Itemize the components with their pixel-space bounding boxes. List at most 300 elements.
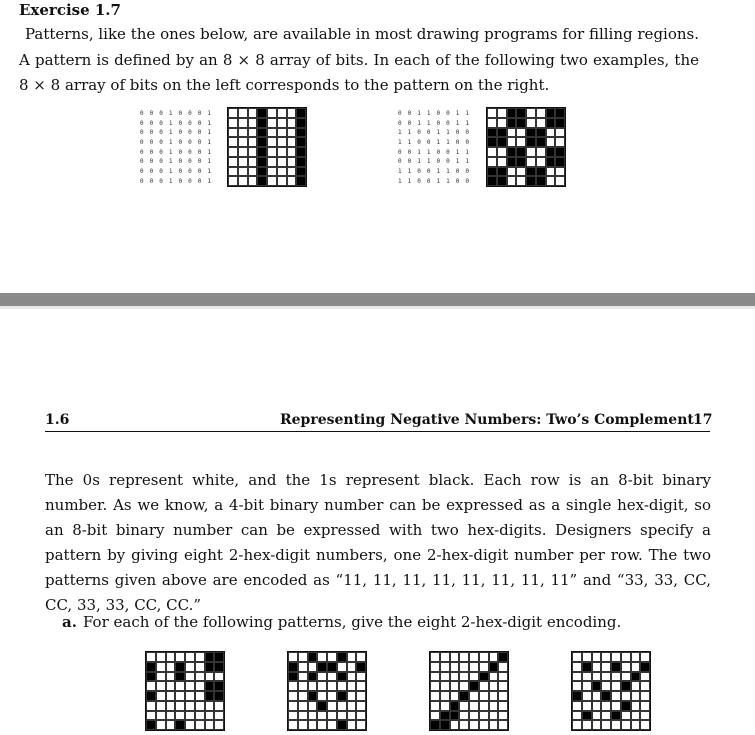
pattern-cell — [195, 701, 205, 711]
pattern-cell — [546, 128, 556, 138]
pattern-cell — [205, 662, 215, 672]
pattern-cell — [288, 662, 298, 672]
pattern-cell — [248, 147, 258, 157]
pattern-cell — [592, 711, 602, 721]
pattern-cell — [205, 652, 215, 662]
pattern-cell — [536, 176, 546, 186]
pattern-cell — [469, 662, 479, 672]
bit-row: 0 0 1 1 0 0 1 1 — [398, 158, 471, 166]
pattern-cell — [308, 672, 318, 682]
pattern-cell — [257, 167, 267, 177]
pattern-cell — [214, 720, 224, 730]
pattern-cell — [631, 701, 641, 711]
pattern-cell — [296, 167, 306, 177]
pattern-cell — [582, 662, 592, 672]
pattern-cell — [327, 720, 337, 730]
pattern-cell — [555, 118, 565, 128]
pattern-cell — [195, 681, 205, 691]
pattern-cell — [479, 681, 489, 691]
pattern-cell — [298, 701, 308, 711]
part-a — [62, 611, 621, 633]
pattern-cell — [267, 147, 277, 157]
pattern-cell — [640, 701, 650, 711]
pattern-cell — [450, 681, 460, 691]
pattern-cell — [166, 701, 176, 711]
pattern-cell — [156, 681, 166, 691]
pattern-cell — [195, 652, 205, 662]
pattern-cell — [156, 652, 166, 662]
pattern-cell — [459, 652, 469, 662]
exercise-pattern-4 — [571, 651, 651, 731]
pattern-cell — [296, 157, 306, 167]
pattern-cell — [248, 176, 258, 186]
pattern-cell — [516, 118, 526, 128]
pattern-cell — [516, 167, 526, 177]
pattern-cell — [526, 167, 536, 177]
pattern-cell — [489, 711, 499, 721]
exercise-intro — [19, 22, 699, 99]
pattern-cell — [601, 652, 611, 662]
pattern-cell — [175, 720, 185, 730]
pattern-cell — [296, 128, 306, 138]
pattern-cell — [214, 681, 224, 691]
bit-row: 0 0 0 1 0 0 0 1 — [140, 148, 213, 156]
pattern-cell — [621, 652, 631, 662]
pattern-cell — [507, 147, 517, 157]
pattern-cell — [631, 711, 641, 721]
header-rule — [45, 431, 710, 432]
pattern-cell — [308, 701, 318, 711]
pattern-cell — [175, 662, 185, 672]
pattern-cell — [640, 672, 650, 682]
pattern-cell — [298, 652, 308, 662]
pattern-cell — [185, 691, 195, 701]
pattern-cell — [327, 662, 337, 672]
pattern-cell — [296, 108, 306, 118]
pattern-cell — [238, 157, 248, 167]
pattern-cell — [497, 157, 507, 167]
bit-row: 0 0 0 1 0 0 0 1 — [140, 158, 213, 166]
pattern-cell — [450, 701, 460, 711]
pattern-cell — [601, 662, 611, 672]
pattern-cell — [166, 720, 176, 730]
pattern-cell — [317, 681, 327, 691]
pattern-cell — [611, 691, 621, 701]
pattern-cell — [337, 652, 347, 662]
pattern-cell — [185, 672, 195, 682]
pattern-cell — [308, 691, 318, 701]
pattern-cell — [498, 720, 508, 730]
pattern-cell — [469, 681, 479, 691]
pattern-cell — [267, 157, 277, 167]
pattern-cell — [487, 118, 497, 128]
pattern-cell — [308, 720, 318, 730]
pattern-cell — [327, 652, 337, 662]
pattern-cell — [267, 128, 277, 138]
pattern-cell — [248, 137, 258, 147]
pattern-cell — [185, 711, 195, 721]
pattern-cell — [337, 701, 347, 711]
pattern-cell — [146, 720, 156, 730]
pattern-cell — [238, 137, 248, 147]
pattern-cell — [497, 176, 507, 186]
pattern-cell — [156, 691, 166, 701]
bit-row: 0 0 0 1 0 0 0 1 — [140, 139, 213, 147]
pattern-cell — [526, 128, 536, 138]
pattern-cell — [238, 128, 248, 138]
pattern-cell — [479, 652, 489, 662]
pattern-cell — [601, 701, 611, 711]
pattern-cell — [308, 711, 318, 721]
pattern-cell — [195, 662, 205, 672]
pattern-cell — [317, 711, 327, 721]
pattern-cell — [536, 147, 546, 157]
pattern-cell — [479, 662, 489, 672]
pattern-cell — [277, 176, 287, 186]
pattern-cell — [497, 137, 507, 147]
pattern-cell — [469, 691, 479, 701]
pattern-cell — [572, 662, 582, 672]
pattern-cell — [277, 137, 287, 147]
pattern-cell — [430, 691, 440, 701]
pattern-cell — [156, 701, 166, 711]
pattern-cell — [317, 652, 327, 662]
pattern-cell — [238, 167, 248, 177]
pattern-cell — [175, 701, 185, 711]
pattern-cell — [601, 720, 611, 730]
pattern-cell — [288, 681, 298, 691]
pattern-cell — [347, 652, 357, 662]
pattern-cell — [347, 662, 357, 672]
pattern-cell — [337, 711, 347, 721]
pattern-cell — [288, 720, 298, 730]
pattern-cell — [440, 701, 450, 711]
pattern-cell — [459, 681, 469, 691]
bit-row: 0 0 1 1 0 0 1 1 — [398, 110, 471, 117]
pattern-cell — [469, 720, 479, 730]
pattern-cell — [592, 652, 602, 662]
pattern-cell — [450, 662, 460, 672]
pattern-cell — [621, 711, 631, 721]
pattern-cell — [257, 108, 267, 118]
pattern-cell — [327, 701, 337, 711]
pattern-cell — [205, 711, 215, 721]
pattern-cell — [296, 147, 306, 157]
pattern-cell — [497, 128, 507, 138]
example-2-bit-array — [398, 109, 470, 187]
pattern-cell — [440, 672, 450, 682]
pattern-cell — [469, 652, 479, 662]
pattern-cell — [185, 720, 195, 730]
pattern-cell — [498, 691, 508, 701]
pattern-cell — [296, 137, 306, 147]
pattern-cell — [228, 137, 238, 147]
pattern-cell — [592, 681, 602, 691]
pattern-cell — [287, 128, 297, 138]
pattern-cell — [185, 652, 195, 662]
pattern-cell — [440, 691, 450, 701]
pattern-cell — [611, 672, 621, 682]
pattern-cell — [582, 720, 592, 730]
pattern-cell — [631, 672, 641, 682]
pattern-cell — [277, 108, 287, 118]
pattern-cell — [601, 672, 611, 682]
pattern-cell — [430, 701, 440, 711]
pattern-cell — [238, 147, 248, 157]
pattern-cell — [450, 711, 460, 721]
bit-row: 0 0 0 1 0 0 0 1 — [140, 129, 213, 137]
pattern-cell — [175, 691, 185, 701]
pattern-cell — [572, 711, 582, 721]
pattern-cell — [166, 662, 176, 672]
pattern-cell — [507, 167, 517, 177]
pattern-cell — [489, 672, 499, 682]
pattern-cell — [536, 128, 546, 138]
pattern-cell — [185, 701, 195, 711]
pattern-cell — [479, 672, 489, 682]
pattern-cell — [288, 701, 298, 711]
pattern-cell — [287, 167, 297, 177]
pattern-cell — [248, 167, 258, 177]
pattern-cell — [337, 681, 347, 691]
bit-row: 1 1 0 0 1 1 0 0 — [398, 139, 471, 147]
pattern-cell — [430, 711, 440, 721]
pattern-cell — [267, 176, 277, 186]
pattern-cell — [582, 701, 592, 711]
pattern-cell — [337, 691, 347, 701]
upper-page — [0, 0, 755, 293]
pattern-cell — [487, 128, 497, 138]
bit-row: 0 0 0 1 0 0 0 1 — [140, 168, 213, 176]
pattern-cell — [248, 157, 258, 167]
pattern-cell — [507, 176, 517, 186]
pattern-cell — [228, 118, 238, 128]
pattern-cell — [611, 720, 621, 730]
pattern-cell — [479, 691, 489, 701]
pattern-cell — [497, 118, 507, 128]
pattern-cell — [621, 720, 631, 730]
pattern-cell — [205, 701, 215, 711]
pattern-cell — [555, 128, 565, 138]
pattern-cell — [459, 701, 469, 711]
pattern-cell — [214, 691, 224, 701]
pattern-cell — [205, 720, 215, 730]
pattern-cell — [469, 701, 479, 711]
pattern-cell — [479, 711, 489, 721]
pattern-cell — [288, 711, 298, 721]
pattern-cell — [516, 176, 526, 186]
pattern-cell — [546, 137, 556, 147]
bit-row: 0 0 0 1 0 0 0 1 — [140, 177, 213, 185]
pattern-cell — [146, 691, 156, 701]
pattern-cell — [489, 691, 499, 701]
pattern-cell — [166, 681, 176, 691]
pattern-cell — [257, 118, 267, 128]
pattern-cell — [640, 681, 650, 691]
pattern-cell — [156, 672, 166, 682]
pattern-cell — [308, 662, 318, 672]
pattern-cell — [317, 720, 327, 730]
pattern-cell — [640, 720, 650, 730]
pattern-cell — [238, 118, 248, 128]
pattern-cell — [347, 720, 357, 730]
pattern-cell — [611, 701, 621, 711]
pattern-cell — [287, 137, 297, 147]
pattern-cell — [146, 711, 156, 721]
pattern-cell — [287, 157, 297, 167]
pattern-cell — [238, 108, 248, 118]
pattern-cell — [516, 137, 526, 147]
pattern-cell — [546, 108, 556, 118]
pattern-cell — [479, 701, 489, 711]
pattern-cell — [356, 691, 366, 701]
pattern-cell — [205, 672, 215, 682]
pattern-cell — [469, 711, 479, 721]
pattern-cell — [356, 662, 366, 672]
pattern-cell — [507, 118, 517, 128]
pattern-cell — [347, 681, 357, 691]
pattern-cell — [214, 701, 224, 711]
pattern-cell — [498, 652, 508, 662]
pattern-cell — [356, 672, 366, 682]
bit-row: 0 0 1 1 0 0 1 1 — [398, 119, 471, 127]
pattern-cell — [450, 720, 460, 730]
bit-row: 0 0 0 1 0 0 0 1 — [140, 110, 213, 117]
intro-paragraph: Patterns, like the ones below, are available in most drawing programs for filling regions. A pattern is defined by an 8 × 8 array of bits. In each of the following two examples, the 8 × 8 array of bits on the left corresponds to the pattern on the right. — [19, 25, 699, 94]
pattern-cell — [489, 652, 499, 662]
pattern-cell — [356, 711, 366, 721]
pattern-cell — [631, 662, 641, 672]
pattern-cell — [440, 720, 450, 730]
pattern-cell — [621, 691, 631, 701]
pattern-cell — [640, 711, 650, 721]
pattern-cell — [228, 147, 238, 157]
pattern-cell — [214, 652, 224, 662]
pattern-cell — [257, 137, 267, 147]
pattern-cell — [356, 720, 366, 730]
pattern-cell — [327, 691, 337, 701]
pattern-cell — [459, 711, 469, 721]
pattern-cell — [498, 711, 508, 721]
pattern-cell — [298, 711, 308, 721]
pattern-cell — [497, 167, 507, 177]
pattern-cell — [621, 701, 631, 711]
pattern-cell — [601, 691, 611, 701]
pattern-cell — [546, 147, 556, 157]
pattern-cell — [146, 672, 156, 682]
pattern-cell — [347, 672, 357, 682]
pattern-cell — [214, 672, 224, 682]
pattern-cell — [526, 137, 536, 147]
running-header-section: 1.6 — [45, 412, 70, 428]
bit-row: 0 0 0 1 0 0 0 1 — [140, 119, 213, 127]
pattern-cell — [175, 711, 185, 721]
pattern-cell — [526, 147, 536, 157]
pattern-cell — [440, 711, 450, 721]
pattern-cell — [592, 701, 602, 711]
pattern-cell — [572, 672, 582, 682]
part-a-label: a. — [62, 613, 77, 631]
pattern-cell — [185, 681, 195, 691]
pattern-cell — [277, 128, 287, 138]
pattern-cell — [146, 652, 156, 662]
pattern-cell — [526, 108, 536, 118]
pattern-cell — [347, 711, 357, 721]
pattern-cell — [640, 691, 650, 701]
pattern-cell — [572, 691, 582, 701]
pattern-cell — [248, 128, 258, 138]
pattern-cell — [156, 662, 166, 672]
bit-row: 1 1 0 0 1 1 0 0 — [398, 129, 471, 137]
pattern-cell — [507, 108, 517, 118]
pattern-cell — [621, 681, 631, 691]
pattern-cell — [582, 672, 592, 682]
pattern-cell — [317, 662, 327, 672]
pattern-cell — [195, 691, 205, 701]
pattern-cell — [546, 176, 556, 186]
pattern-cell — [459, 691, 469, 701]
pattern-cell — [228, 157, 238, 167]
pattern-cell — [146, 681, 156, 691]
pattern-cell — [582, 652, 592, 662]
pattern-cell — [572, 681, 582, 691]
pattern-cell — [582, 711, 592, 721]
pattern-cell — [621, 662, 631, 672]
pattern-cell — [257, 147, 267, 157]
pattern-cell — [631, 681, 641, 691]
pattern-cell — [248, 108, 258, 118]
pattern-cell — [327, 681, 337, 691]
pattern-cell — [640, 652, 650, 662]
pattern-cell — [287, 118, 297, 128]
pattern-cell — [175, 681, 185, 691]
pattern-cell — [516, 157, 526, 167]
pattern-cell — [277, 118, 287, 128]
pattern-cell — [498, 672, 508, 682]
pattern-cell — [526, 118, 536, 128]
pattern-cell — [166, 652, 176, 662]
pattern-cell — [298, 720, 308, 730]
pattern-cell — [516, 128, 526, 138]
pattern-cell — [555, 147, 565, 157]
pattern-cell — [487, 108, 497, 118]
pattern-cell — [440, 662, 450, 672]
pattern-cell — [601, 681, 611, 691]
pattern-cell — [526, 176, 536, 186]
pattern-cell — [146, 701, 156, 711]
pattern-cell — [611, 662, 621, 672]
pattern-cell — [536, 137, 546, 147]
pattern-cell — [489, 720, 499, 730]
pattern-cell — [347, 701, 357, 711]
body-paragraph: The 0s represent white, and the 1s represent black. Each row is an 8-bit binary number. As we know, a 4-bit binary number can be expressed as a single hex-digit, so an 8-bit binary number can be expressed with two hex-digits. Designers specify a pattern by giving eight 2-hex-digit numbers, one 2-hex-digit number per row. The two patterns given above are encoded as “11, 11, 11, 11, 11, 11, 11, 11” and “33, 33, CC, CC, 33, 33, CC, CC.” — [45, 471, 711, 614]
page-separator — [0, 293, 755, 306]
pattern-cell — [298, 681, 308, 691]
pattern-cell — [337, 672, 347, 682]
pattern-cell — [214, 662, 224, 672]
pattern-cell — [526, 157, 536, 167]
pattern-cell — [450, 652, 460, 662]
pattern-cell — [175, 672, 185, 682]
pattern-cell — [195, 711, 205, 721]
pattern-cell — [555, 157, 565, 167]
pattern-cell — [592, 662, 602, 672]
pattern-cell — [248, 118, 258, 128]
pattern-cell — [195, 720, 205, 730]
bit-row: 1 1 0 0 1 1 0 0 — [398, 177, 471, 185]
pattern-cell — [621, 672, 631, 682]
pattern-cell — [287, 147, 297, 157]
